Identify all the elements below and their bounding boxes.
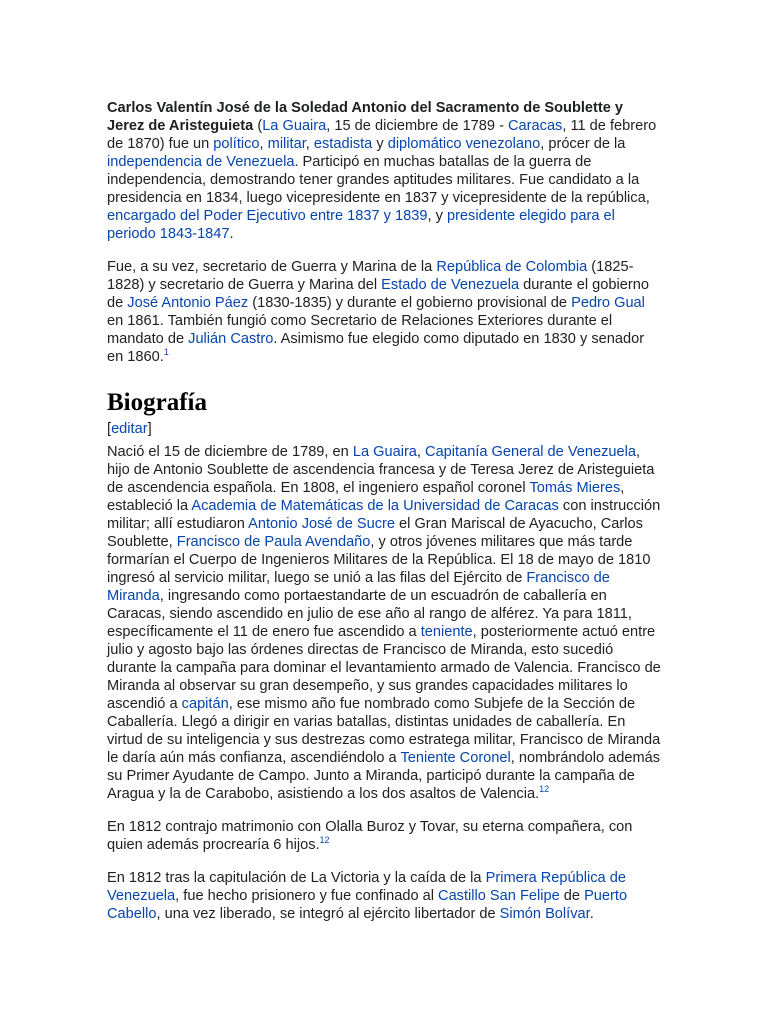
career-paragraph: Fue, a su vez, secretario de Guerra y Marina de la República de Colombia (1825-1828) y secretario de Guerra y Marina del Estado de Venezuela durante el gobierno de José Antonio Páez (1830-1835) y durante el gobierno provisional de Pedro Gual en 1861. También fungió como Secretario de Relaciones Exteriores durante el mandato de Julián Castro. Asimismo fue elegido como diputado en 1830 y senador en 1860.$^1$ [107, 259, 649, 365]
link-puerto-cabello[interactable]: Puerto Cabello [107, 888, 628, 922]
intro-paragraph: Carlos Valentín José de la Soledad Antonio del Sacramento de Soublette y Jerez de Aristeguieta (La Guaira, 15 de diciembre de 1789 - Caracas, 11 de febrero de 1870) fue un político, militar, estadista y diplomático venezolano, prócer de la independencia de Venezuela. Participó en muchas batallas de la guerra de independencia, demostrando tener grandes aptitudes militares. Fue candidato a la presidencia en 1834, luego vicepresidente en 1837 y vicepresidente de la república, encargado del Poder Ejecutivo entre 1837 y 1839, y presidente elegido para el periodo 1843-1847. [107, 100, 657, 242]
link-teniente-coronel[interactable]: Teniente Coronel [400, 750, 511, 766]
edit-link[interactable]: editar [111, 421, 148, 437]
link-caracas[interactable]: Caracas [508, 118, 563, 134]
link-estado-venezuela[interactable]: Estado de Venezuela [381, 277, 520, 293]
link-tomas-mieres[interactable]: Tomás Mieres [529, 480, 621, 496]
link-politico[interactable]: político [213, 136, 260, 152]
link-julian-castro[interactable]: Julián Castro [188, 331, 274, 347]
subject-name: Carlos Valentín José de la Soledad Antonio del Sacramento de Soublette y Jerez de Aristeguieta [107, 100, 624, 134]
link-teniente[interactable]: teniente [420, 624, 473, 640]
link-sucre[interactable]: Antonio José de Sucre [248, 516, 395, 532]
reference-marker[interactable]: 12 [539, 784, 550, 795]
link-avendano[interactable]: Francisco de Paula Avendaño [176, 534, 371, 550]
link-francisco-miranda[interactable]: Francisco de Miranda [107, 570, 610, 604]
link-capitan[interactable]: capitán [181, 696, 229, 712]
link-republica-colombia[interactable]: República de Colombia [436, 259, 588, 275]
section-edit: [editar] [107, 421, 152, 437]
article-body [107, 99, 663, 938]
link-estadista[interactable]: estadista [313, 136, 373, 152]
link-capitania-general[interactable]: Capitanía General de Venezuela [425, 444, 636, 460]
link-presidente-elegido[interactable]: presidente elegido para el periodo 1843-1847 [107, 208, 615, 242]
link-la-guaira[interactable]: La Guaira [262, 118, 327, 134]
link-primera-republica[interactable]: Primera República de Venezuela [107, 870, 626, 904]
link-independencia[interactable]: independencia de Venezuela [107, 154, 295, 170]
link-castillo-san-felipe[interactable]: Castillo San Felipe [438, 888, 560, 904]
reference-marker[interactable]: 1 [163, 347, 169, 358]
marriage-paragraph: En 1812 contrajo matrimonio con Olalla Buroz y Tovar, su eterna compañera, con quien además procrearía 6 hijos.$^{12}$ [107, 819, 633, 853]
link-encargado-ejecutivo[interactable]: encargado del Poder Ejecutivo entre 1837 y 1839 [107, 208, 428, 224]
reference-marker[interactable]: 12 [319, 835, 330, 846]
link-diplomatico[interactable]: diplomático venezolano [387, 136, 541, 152]
link-simon-bolivar[interactable]: Simón Bolívar [499, 906, 590, 922]
link-la-guaira-2[interactable]: La Guaira [352, 444, 417, 460]
biography-paragraph: Nació el 15 de diciembre de 1789, en La Guaira, Capitanía General de Venezuela, hijo de Antonio Soublette de ascendencia francesa y de Teresa Jerez de Aristeguieta de ascendencia española. En 1808, el ingeniero español coronel Tomás Mieres, estableció la Academia de Matemáticas de la Universidad de Caracas con instrucción militar; allí estudiaron Antonio José de Sucre el Gran Mariscal de Ayacucho, Carlos Soublette, Francisco de Paula Avendaño, y otros jóvenes militares que más tarde formarían el Cuerpo de Ingenieros Militares de la República. El 18 de mayo de 1810 ingresó al servicio militar, luego se unió a las filas del Ejército de Francisco de Miranda, ingresando como portaestandarte de un escuadrón de caballería en Caracas, siendo ascendido en julio de ese año al rango de alférez. Ya para 1811, específicamente el 11 de enero fue ascendido a teniente, posteriormente actuó entre julio y agosto bajo las órdenes directas de Francisco de Miranda, esto sucedió durante la campaña para dominar el levantamiento armado de Valencia. Francisco de Miranda al observar su gran desempeño, y sus grandes capacidades militares lo ascendió a capitán, ese mismo año fue nombrado como Subjefe de la Sección de Caballería. Llegó a dirigir en varias batallas, distintas unidades de caballería. En virtud de su inteligencia y sus destrezas como estratega militar, Francisco de Miranda le daría aún más confianza, ascendiéndolo a Teniente Coronel, nombrándolo además su Primer Ayudante de Campo. Junto a Miranda, participó durante la campaña de Aragua y la de Carabobo, asistiendo a los dos asaltos de Valencia.$^{12}$ [107, 444, 661, 802]
link-pedro-gual[interactable]: Pedro Gual [571, 295, 645, 311]
link-academia-matematicas[interactable]: Academia de Matemáticas de la Universidad de Caracas [191, 498, 559, 514]
link-militar[interactable]: militar [267, 136, 306, 152]
link-paez[interactable]: José Antonio Páez [127, 295, 249, 311]
capitulation-paragraph: En 1812 tras la capitulación de La Victoria y la caída de la Primera República de Venezuela, fue hecho prisionero y fue confinado al Castillo San Felipe de Puerto Cabello, una vez liberado, se integró al ejército libertador de Simón Bolívar. [107, 870, 628, 922]
section-heading-biografia: Biografía [107, 389, 207, 416]
